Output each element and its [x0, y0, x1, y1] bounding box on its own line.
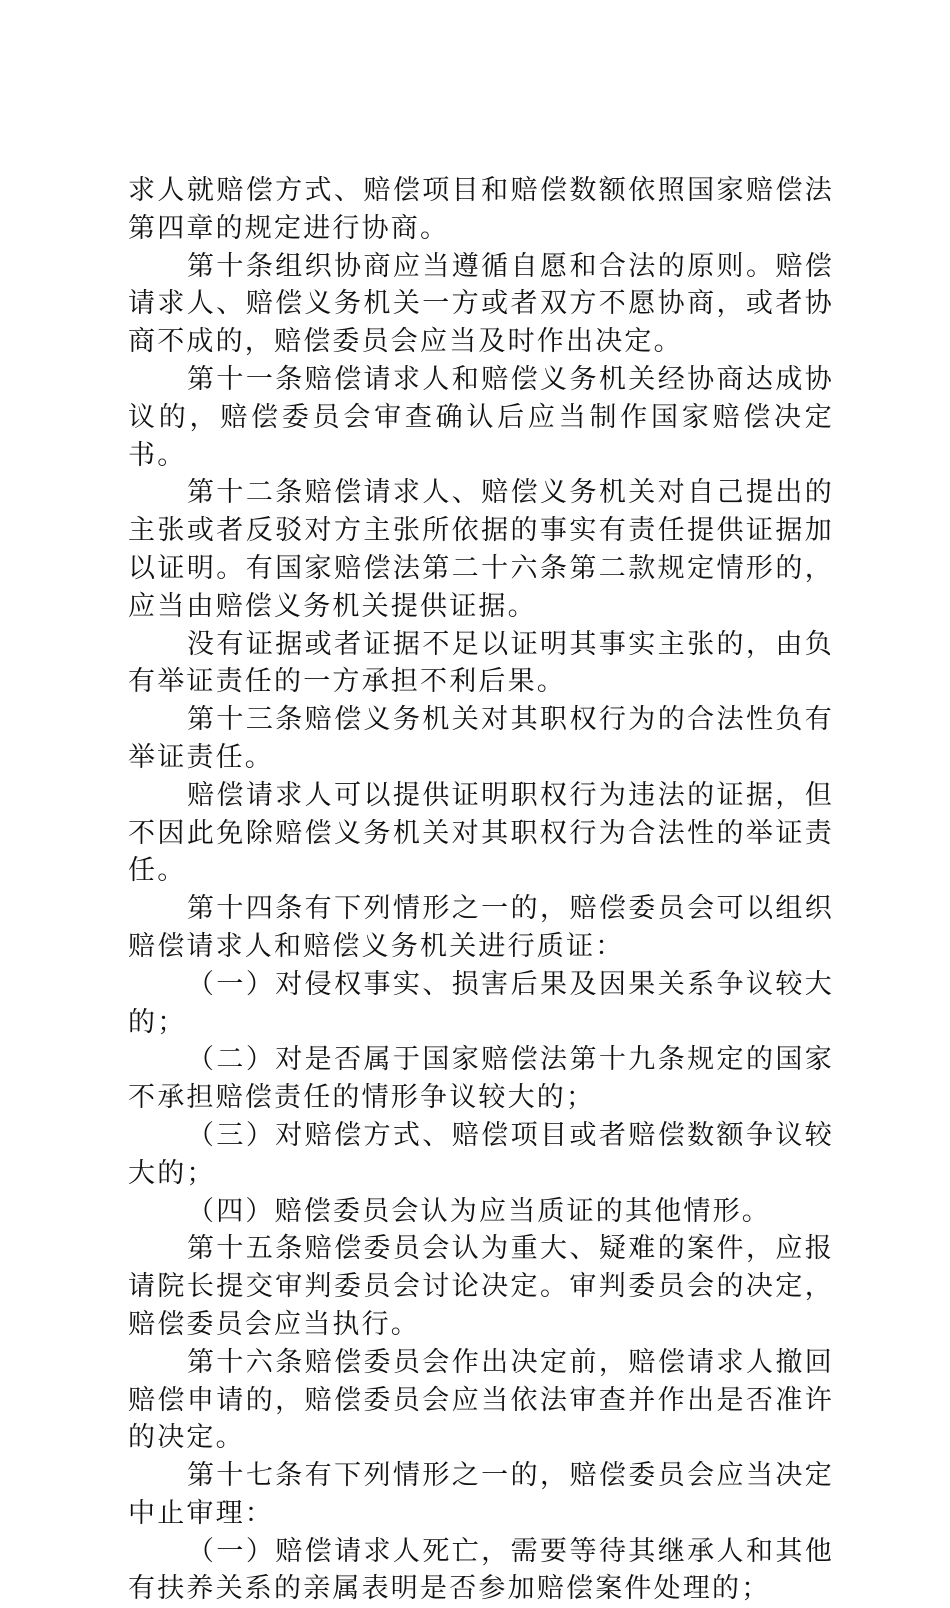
- article-13-clause-2: 赔偿请求人可以提供证明职权行为违法的证据，但不因此免除赔偿义务机关对其职权行为合法性的举证责任。: [128, 779, 834, 887]
- article-17-item-1: （一）赔偿请求人死亡，需要等待其继承人和其他有扶养关系的亲属表明是否参加赔偿案件处理的；: [128, 1535, 834, 1605]
- article-14: 第十四条有下列情形之一的，赔偿委员会可以组织赔偿请求人和赔偿义务机关进行质证：: [128, 893, 834, 962]
- article-15: 第十五条赔偿委员会认为重大、疑难的案件，应报请院长提交审判委员会讨论决定。审判委员会的决定，赔偿委员会应当执行。: [128, 1233, 834, 1340]
- article-14-item-1: （一）对侵权事实、损害后果及因果关系争议较大的；: [128, 968, 834, 1038]
- paragraph-continuation: 求人就赔偿方式、赔偿项目和赔偿数额依照国家赔偿法第四章的规定进行协商。: [128, 175, 834, 244]
- article-16: 第十六条赔偿委员会作出决定前，赔偿请求人撤回赔偿申请的，赔偿委员会应当依法审查并作出是否准许的决定。: [128, 1346, 834, 1454]
- article-11: 第十一条赔偿请求人和赔偿义务机关经协商达成协议的，赔偿委员会审查确认后应当制作国家赔偿决定书。: [128, 363, 834, 471]
- article-12-clause-2: 没有证据或者证据不足以证明其事实主张的，由负有举证责任的一方承担不利后果。: [128, 628, 834, 698]
- article-14-item-2: （二）对是否属于国家赔偿法第十九条规定的国家不承担赔偿责任的情形争议较大的；: [128, 1044, 834, 1114]
- document-body: [128, 172, 834, 1608]
- article-12: 第十二条赔偿请求人、赔偿义务机关对自己提出的主张或者反驳对方主张所依据的事实有责任提供证据加以证明。有国家赔偿法第二十六条第二款规定情形的，应当由赔偿义务机关提供证据。: [128, 477, 834, 622]
- article-14-item-4: （四）赔偿委员会认为应当质证的其他情形。: [187, 1195, 771, 1227]
- article-17: 第十七条有下列情形之一的，赔偿委员会应当决定中止审理：: [128, 1460, 834, 1529]
- article-14-item-3: （三）对赔偿方式、赔偿项目或者赔偿数额争议较大的；: [128, 1119, 834, 1189]
- article-10: 第十条组织协商应当遵循自愿和合法的原则。赔偿请求人、赔偿义务机关一方或者双方不愿协商，或者协商不成的，赔偿委员会应当及时作出决定。: [128, 250, 834, 358]
- article-13: 第十三条赔偿义务机关对其职权行为的合法性负有举证责任。: [128, 704, 834, 773]
